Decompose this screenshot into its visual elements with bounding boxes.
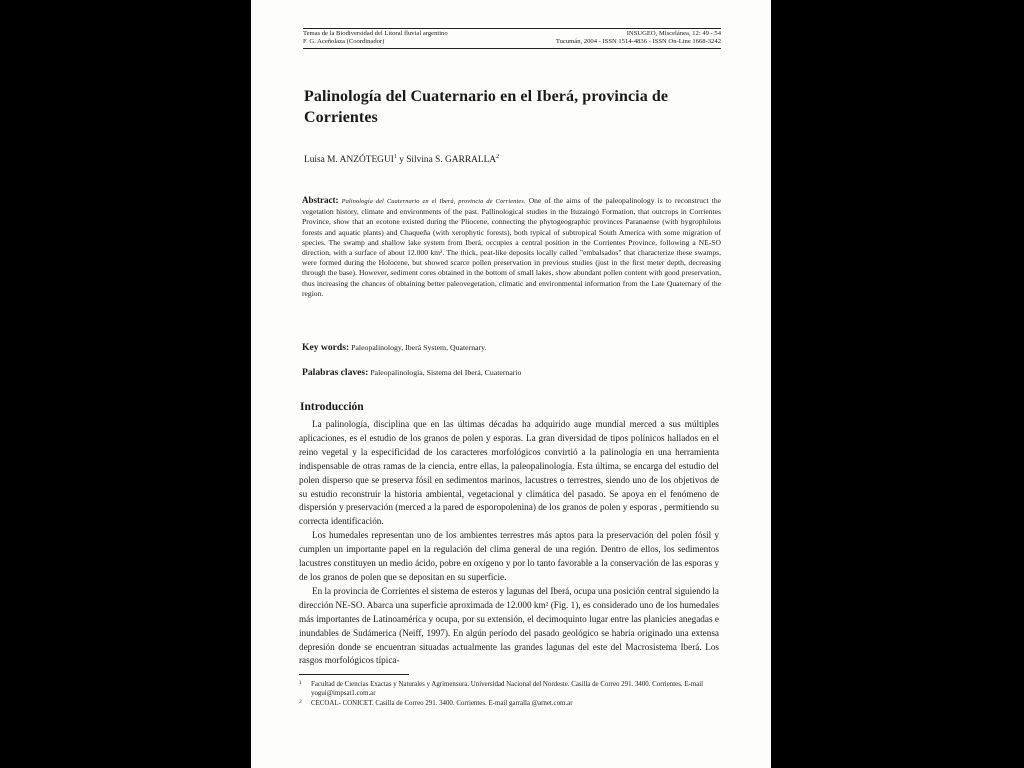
footnote-2 xyxy=(299,699,719,708)
abstract-title: Palinología del Cuaternario en el Iberá, provincia de Corrientes. xyxy=(341,198,526,205)
author-1-affil: 1 xyxy=(393,154,397,160)
author-1: Luisa M. ANZÓTEGUI xyxy=(304,155,394,166)
paper-title: Palinología del Cuaternario en el Iberá, provincia de Corrientes xyxy=(304,88,669,126)
footnote-rule xyxy=(299,674,409,675)
intro-paragraph-2: Los humedales representan uno de los ambientes terrestres más aptos para la preservación del polen fósil y cumplen un importante papel en la regulación del clima general de una región. Dentro de ellos, los sedimentos lacustres constituyen un medio ácido, pobre en oxígeno y por lo tanto favorable a la conservación de las esporas y de los granos de polen que se depositan en su superficie. xyxy=(299,530,719,582)
footnote-1-text: Facultad de Ciencias Exactas y Naturales y Agrimensura. Universidad Nacional del Nordeste. Casilla de Correo 291. 3400. Corrientes. E-mail yogui@impsat1.com.ar xyxy=(311,681,704,697)
intro-paragraph-1: La palinología, disciplina que en las últimas décadas ha adquirido auge mundial merced a sus múltiples aplicaciones, es el estudio de los granos de polen y esporas. La gran diversidad de tipos polínicos hallados en el reino vegetal y la especificidad de los caracteres morfológicos convirtió a la palinología en una herramienta indispensable de otras ramas de la ciencia, entre ellas, la paleopalinología. Esta última, se encarga del estudio del polen disperso que se preserva fósil en sedimentos marinos, lacustres o terrestres, siendo uno de los objetivos de su estudio reconstruir la historia ambiental, vegetacional y climática del pasado. Se apoya en el fenómeno de dispersión y preservación (merced a la pared de esporopolenina) de los granos de polen y esporas , permitiendo su correcta identificación. xyxy=(299,419,719,527)
header-issn: Tucumán, 2004 - ISSN 1514-4836 - ISSN On-Line 1668-3242 xyxy=(555,38,721,46)
header-series: Temas de la Biodiversidad del Litoral fluvial argentino xyxy=(303,30,448,37)
palabras-text: Paleopalinología, Sistema del Iberá, Cuaternario xyxy=(370,368,522,377)
abstract-text: One of the aims of the paleopalinology is to reconstruct the vegetation history, climate and environments of the past. Pallinological studies in the Ituzaingó Formation, that outcrops in Corrientes Province, show that an ecotone existed during the Pliocene, connecting the phytogeographic provinces Paranaense (with hygrophilous forests and aquatic plants) and Chaqueña (with xerophytic forests), both typical of subtropical South America with some migration of species. The swamp and shallow lake system from Iberá, occupies a central position in the Corrientes Province, following a NE-SO direction, with a surface of about 12.000 km². The thick, peat-like deposits locally called "embalsados" that characterize these swamps, were formed during the Holocene, but showed scarce pollen preservation in previous studies (just in the first meter depth, decreasing through the base). However, sediment cores obtained in the bottom of small lakes, show abundant pollen content with good preservation, thus increasing the chances of obtaining better paleovegetation, climatic and environmental information from the Late Quaternary of the region. xyxy=(302,196,721,298)
keywords-text: Paleopalinology, Iberá System, Quaternary. xyxy=(351,343,487,352)
header-editor: F. G. Aceñolaza (Coordinador) xyxy=(303,38,385,46)
header-right xyxy=(556,30,721,46)
header-left xyxy=(303,30,448,46)
abstract-label: Abstract: xyxy=(302,195,339,205)
footnote-2-mark: 2 xyxy=(299,699,302,705)
section-heading-intro: Introducción xyxy=(300,401,364,413)
header-journal: INSUGEO, Miscelánea, 12: 49 - 54 xyxy=(626,30,721,37)
palabras-claves xyxy=(302,367,721,378)
running-header xyxy=(303,28,721,49)
author-connector: y xyxy=(396,155,407,166)
keywords xyxy=(302,342,721,353)
author-line xyxy=(304,154,499,165)
footnote-1 xyxy=(299,680,719,698)
abstract xyxy=(302,195,721,299)
author-2: Silvina S. GARRALLA xyxy=(406,155,497,166)
intro-body xyxy=(299,418,719,668)
intro-paragraph-3: En la provincia de Corrientes el sistema de esteros y lagunas del Iberá, ocupa una posición central siguiendo la dirección NE-SO. Abarca una superficie aproximada de 12.000 km² (Fig. 1), es considerado uno de los humedales más importantes de Latinoamérica y ocupa, por su extensión, el decimoquinto lugar entre las planicies anegadas e inundables de Sudámerica (Neiff, 1997). En algún período del pasado geológico se habría originado una extensa depresión donde se encuentran situadas actualmente las grandes lagunas del este del Macrosistema Iberá. Los rasgos morfológicos típica- xyxy=(299,585,719,666)
footnote-2-text: CECOAL- CONICET. Casilla de Correo 291. 3400. Corrientes. E-mail garralla @arnet.com.ar xyxy=(311,700,573,707)
author-2-affil: 2 xyxy=(496,154,500,160)
palabras-label: Palabras claves: xyxy=(302,367,369,378)
keywords-label: Key words: xyxy=(302,342,350,353)
document-page xyxy=(251,0,771,768)
footnote-1-mark: 1 xyxy=(299,680,302,686)
